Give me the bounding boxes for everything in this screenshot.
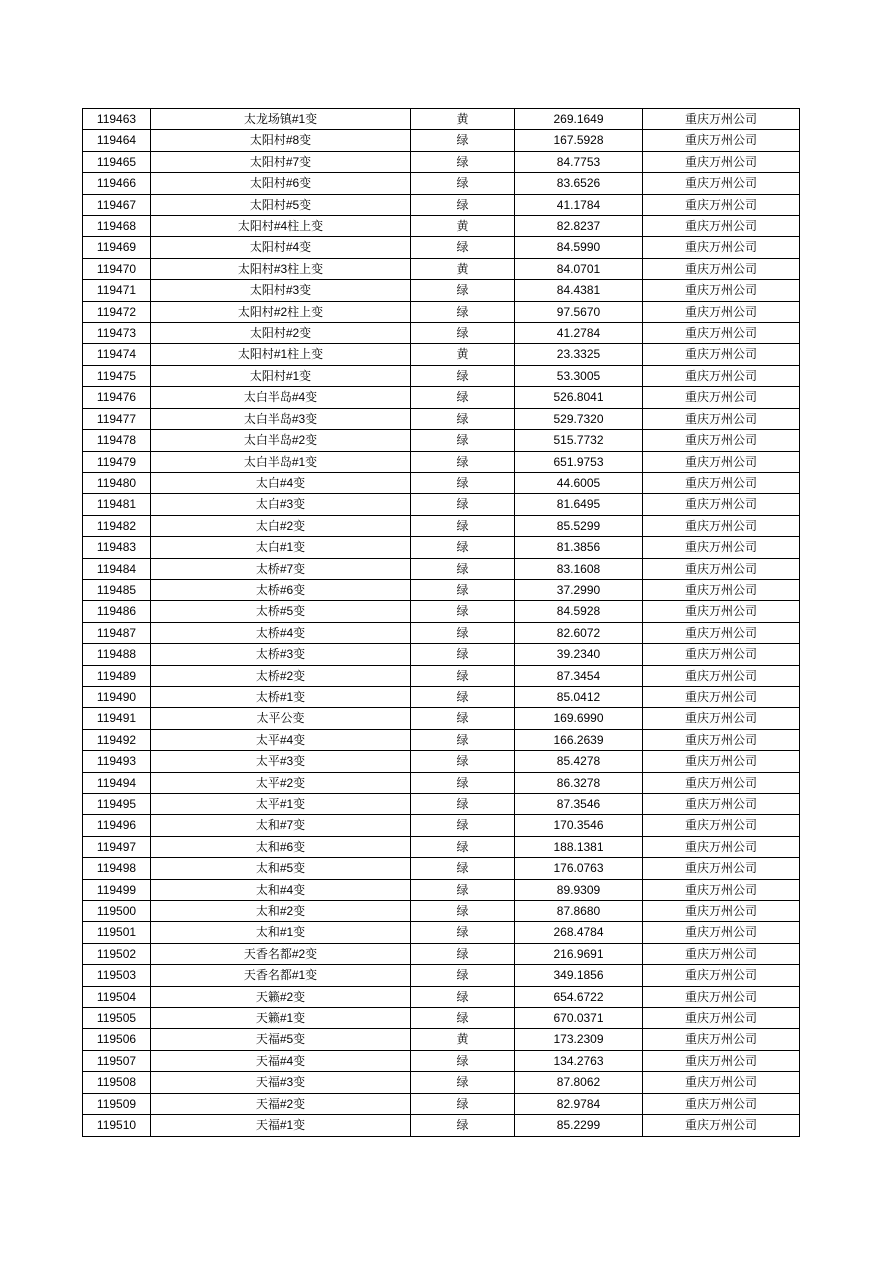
cell-id: 119467 (83, 194, 151, 215)
cell-id: 119476 (83, 387, 151, 408)
cell-status: 绿 (411, 729, 515, 750)
cell-value: 87.8680 (515, 901, 643, 922)
cell-value: 349.1856 (515, 965, 643, 986)
table-row (83, 451, 800, 472)
cell-id: 119506 (83, 1029, 151, 1050)
cell-value: 515.7732 (515, 430, 643, 451)
cell-company: 重庆万州公司 (643, 1029, 800, 1050)
cell-company: 重庆万州公司 (643, 258, 800, 279)
cell-company: 重庆万州公司 (643, 1008, 800, 1029)
cell-status: 绿 (411, 922, 515, 943)
cell-value: 84.7753 (515, 151, 643, 172)
cell-company: 重庆万州公司 (643, 472, 800, 493)
cell-name: 太白半岛#3变 (151, 408, 411, 429)
cell-company: 重庆万州公司 (643, 794, 800, 815)
table-row (83, 258, 800, 279)
cell-status: 黄 (411, 1029, 515, 1050)
table-row (83, 430, 800, 451)
cell-value: 89.9309 (515, 879, 643, 900)
cell-name: 太阳村#3柱上变 (151, 258, 411, 279)
cell-id: 119510 (83, 1115, 151, 1136)
cell-company: 重庆万州公司 (643, 1093, 800, 1114)
cell-value: 81.3856 (515, 537, 643, 558)
table-row (83, 751, 800, 772)
cell-name: 天福#3变 (151, 1072, 411, 1093)
cell-name: 太阳村#4柱上变 (151, 216, 411, 237)
cell-id: 119482 (83, 515, 151, 536)
cell-company: 重庆万州公司 (643, 579, 800, 600)
table-row (83, 237, 800, 258)
table-row (83, 301, 800, 322)
cell-value: 82.9784 (515, 1093, 643, 1114)
cell-name: 天香名都#1变 (151, 965, 411, 986)
cell-company: 重庆万州公司 (643, 1115, 800, 1136)
cell-id: 119501 (83, 922, 151, 943)
cell-value: 169.6990 (515, 708, 643, 729)
cell-status: 绿 (411, 1008, 515, 1029)
table-body (83, 109, 800, 1137)
cell-value: 85.0412 (515, 686, 643, 707)
cell-company: 重庆万州公司 (643, 173, 800, 194)
cell-id: 119475 (83, 365, 151, 386)
cell-company: 重庆万州公司 (643, 301, 800, 322)
cell-name: 太阳村#1柱上变 (151, 344, 411, 365)
cell-value: 651.9753 (515, 451, 643, 472)
cell-status: 黄 (411, 258, 515, 279)
cell-company: 重庆万州公司 (643, 708, 800, 729)
cell-id: 119508 (83, 1072, 151, 1093)
cell-value: 176.0763 (515, 858, 643, 879)
table-row (83, 494, 800, 515)
cell-status: 绿 (411, 751, 515, 772)
table-row (83, 194, 800, 215)
cell-company: 重庆万州公司 (643, 216, 800, 237)
table-row (83, 151, 800, 172)
cell-company: 重庆万州公司 (643, 729, 800, 750)
cell-name: 天福#4变 (151, 1050, 411, 1071)
cell-value: 84.4381 (515, 280, 643, 301)
cell-value: 84.5928 (515, 601, 643, 622)
cell-status: 黄 (411, 109, 515, 130)
cell-name: 太桥#2变 (151, 665, 411, 686)
cell-id: 119509 (83, 1093, 151, 1114)
cell-name: 太阳村#3变 (151, 280, 411, 301)
cell-company: 重庆万州公司 (643, 815, 800, 836)
cell-name: 太桥#5变 (151, 601, 411, 622)
cell-status: 绿 (411, 472, 515, 493)
cell-company: 重庆万州公司 (643, 1072, 800, 1093)
cell-id: 119466 (83, 173, 151, 194)
cell-status: 绿 (411, 601, 515, 622)
cell-value: 81.6495 (515, 494, 643, 515)
table-row (83, 387, 800, 408)
cell-company: 重庆万州公司 (643, 451, 800, 472)
cell-id: 119468 (83, 216, 151, 237)
cell-name: 太平#4变 (151, 729, 411, 750)
cell-company: 重庆万州公司 (643, 558, 800, 579)
cell-company: 重庆万州公司 (643, 194, 800, 215)
cell-company: 重庆万州公司 (643, 943, 800, 964)
cell-value: 84.0701 (515, 258, 643, 279)
cell-status: 绿 (411, 858, 515, 879)
cell-name: 天籁#1变 (151, 1008, 411, 1029)
table-row (83, 836, 800, 857)
cell-name: 天福#2变 (151, 1093, 411, 1114)
cell-value: 269.1649 (515, 109, 643, 130)
cell-id: 119477 (83, 408, 151, 429)
cell-id: 119464 (83, 130, 151, 151)
cell-status: 黄 (411, 344, 515, 365)
cell-status: 绿 (411, 130, 515, 151)
cell-company: 重庆万州公司 (643, 494, 800, 515)
cell-value: 670.0371 (515, 1008, 643, 1029)
cell-name: 太白#2变 (151, 515, 411, 536)
table-row (83, 1050, 800, 1071)
cell-id: 119465 (83, 151, 151, 172)
cell-name: 太和#5变 (151, 858, 411, 879)
cell-company: 重庆万州公司 (643, 601, 800, 622)
table-row (83, 472, 800, 493)
cell-id: 119479 (83, 451, 151, 472)
cell-value: 82.6072 (515, 622, 643, 643)
cell-value: 85.2299 (515, 1115, 643, 1136)
cell-company: 重庆万州公司 (643, 109, 800, 130)
cell-company: 重庆万州公司 (643, 365, 800, 386)
cell-name: 太和#7变 (151, 815, 411, 836)
cell-company: 重庆万州公司 (643, 901, 800, 922)
cell-company: 重庆万州公司 (643, 515, 800, 536)
cell-id: 119497 (83, 836, 151, 857)
cell-status: 绿 (411, 151, 515, 172)
cell-name: 太阳村#1变 (151, 365, 411, 386)
cell-value: 97.5670 (515, 301, 643, 322)
cell-status: 绿 (411, 1093, 515, 1114)
cell-name: 太阳村#8变 (151, 130, 411, 151)
cell-status: 绿 (411, 558, 515, 579)
table-row (83, 173, 800, 194)
table-row (83, 601, 800, 622)
cell-id: 119474 (83, 344, 151, 365)
cell-company: 重庆万州公司 (643, 836, 800, 857)
table-row (83, 558, 800, 579)
table-row (83, 794, 800, 815)
cell-value: 41.2784 (515, 323, 643, 344)
cell-id: 119473 (83, 323, 151, 344)
cell-name: 太白半岛#2变 (151, 430, 411, 451)
cell-company: 重庆万州公司 (643, 922, 800, 943)
cell-name: 太桥#1变 (151, 686, 411, 707)
cell-value: 166.2639 (515, 729, 643, 750)
cell-value: 85.4278 (515, 751, 643, 772)
cell-name: 太白#3变 (151, 494, 411, 515)
table-row (83, 772, 800, 793)
cell-company: 重庆万州公司 (643, 130, 800, 151)
cell-value: 84.5990 (515, 237, 643, 258)
cell-company: 重庆万州公司 (643, 1050, 800, 1071)
table-row (83, 408, 800, 429)
cell-name: 太桥#6变 (151, 579, 411, 600)
cell-name: 太白#4变 (151, 472, 411, 493)
table-row (83, 622, 800, 643)
cell-name: 天福#5变 (151, 1029, 411, 1050)
cell-status: 绿 (411, 194, 515, 215)
cell-id: 119471 (83, 280, 151, 301)
table-row (83, 216, 800, 237)
cell-company: 重庆万州公司 (643, 858, 800, 879)
cell-company: 重庆万州公司 (643, 430, 800, 451)
table-row (83, 1072, 800, 1093)
cell-id: 119491 (83, 708, 151, 729)
cell-id: 119469 (83, 237, 151, 258)
cell-name: 太阳村#7变 (151, 151, 411, 172)
cell-name: 太和#4变 (151, 879, 411, 900)
cell-value: 654.6722 (515, 986, 643, 1007)
table-row (83, 515, 800, 536)
cell-value: 170.3546 (515, 815, 643, 836)
cell-name: 太阳村#2柱上变 (151, 301, 411, 322)
cell-status: 绿 (411, 665, 515, 686)
table-row (83, 644, 800, 665)
cell-name: 太和#1变 (151, 922, 411, 943)
cell-name: 太阳村#6变 (151, 173, 411, 194)
cell-id: 119496 (83, 815, 151, 836)
cell-status: 绿 (411, 644, 515, 665)
cell-name: 太白半岛#1变 (151, 451, 411, 472)
table-row (83, 986, 800, 1007)
cell-value: 173.2309 (515, 1029, 643, 1050)
table-row (83, 1115, 800, 1136)
cell-status: 绿 (411, 408, 515, 429)
cell-id: 119480 (83, 472, 151, 493)
table-row (83, 344, 800, 365)
cell-value: 82.8237 (515, 216, 643, 237)
cell-value: 87.3546 (515, 794, 643, 815)
cell-company: 重庆万州公司 (643, 323, 800, 344)
cell-value: 83.6526 (515, 173, 643, 194)
cell-id: 119504 (83, 986, 151, 1007)
cell-value: 86.3278 (515, 772, 643, 793)
cell-value: 44.6005 (515, 472, 643, 493)
cell-value: 85.5299 (515, 515, 643, 536)
cell-status: 绿 (411, 622, 515, 643)
cell-company: 重庆万州公司 (643, 622, 800, 643)
cell-company: 重庆万州公司 (643, 408, 800, 429)
cell-status: 绿 (411, 986, 515, 1007)
table-row (83, 943, 800, 964)
cell-value: 87.3454 (515, 665, 643, 686)
cell-status: 绿 (411, 323, 515, 344)
cell-id: 119505 (83, 1008, 151, 1029)
cell-id: 119502 (83, 943, 151, 964)
cell-id: 119500 (83, 901, 151, 922)
transformer-data-table (82, 108, 800, 1137)
table-row (83, 708, 800, 729)
cell-value: 23.3325 (515, 344, 643, 365)
cell-name: 太阳村#5变 (151, 194, 411, 215)
cell-company: 重庆万州公司 (643, 387, 800, 408)
cell-status: 绿 (411, 173, 515, 194)
cell-value: 268.4784 (515, 922, 643, 943)
cell-company: 重庆万州公司 (643, 879, 800, 900)
table-row (83, 686, 800, 707)
cell-status: 绿 (411, 794, 515, 815)
table-row (83, 537, 800, 558)
cell-name: 太平#2变 (151, 772, 411, 793)
cell-id: 119483 (83, 537, 151, 558)
cell-status: 绿 (411, 365, 515, 386)
cell-id: 119490 (83, 686, 151, 707)
cell-status: 绿 (411, 772, 515, 793)
cell-id: 119472 (83, 301, 151, 322)
cell-name: 太白半岛#4变 (151, 387, 411, 408)
cell-status: 绿 (411, 494, 515, 515)
cell-company: 重庆万州公司 (643, 344, 800, 365)
table-row (83, 130, 800, 151)
cell-status: 绿 (411, 237, 515, 258)
table-row (83, 815, 800, 836)
cell-status: 绿 (411, 280, 515, 301)
cell-value: 87.8062 (515, 1072, 643, 1093)
cell-company: 重庆万州公司 (643, 751, 800, 772)
cell-status: 绿 (411, 836, 515, 857)
cell-status: 绿 (411, 1072, 515, 1093)
table-row (83, 579, 800, 600)
cell-status: 绿 (411, 879, 515, 900)
cell-id: 119478 (83, 430, 151, 451)
cell-status: 绿 (411, 537, 515, 558)
table-row (83, 665, 800, 686)
cell-id: 119493 (83, 751, 151, 772)
table-row (83, 922, 800, 943)
cell-status: 绿 (411, 1050, 515, 1071)
cell-id: 119484 (83, 558, 151, 579)
table-row (83, 1029, 800, 1050)
cell-id: 119488 (83, 644, 151, 665)
cell-name: 天福#1变 (151, 1115, 411, 1136)
table-row (83, 965, 800, 986)
cell-name: 太平#1变 (151, 794, 411, 815)
cell-value: 216.9691 (515, 943, 643, 964)
cell-name: 太桥#4变 (151, 622, 411, 643)
cell-name: 太桥#3变 (151, 644, 411, 665)
cell-id: 119494 (83, 772, 151, 793)
table-row (83, 109, 800, 130)
table-row (83, 901, 800, 922)
cell-value: 526.8041 (515, 387, 643, 408)
cell-id: 119486 (83, 601, 151, 622)
cell-status: 绿 (411, 451, 515, 472)
cell-status: 绿 (411, 965, 515, 986)
cell-name: 太龙场镇#1变 (151, 109, 411, 130)
table-row (83, 1008, 800, 1029)
cell-company: 重庆万州公司 (643, 772, 800, 793)
cell-name: 太平#3变 (151, 751, 411, 772)
cell-company: 重庆万州公司 (643, 686, 800, 707)
cell-company: 重庆万州公司 (643, 537, 800, 558)
cell-status: 绿 (411, 579, 515, 600)
cell-name: 太桥#7变 (151, 558, 411, 579)
cell-value: 167.5928 (515, 130, 643, 151)
cell-status: 绿 (411, 430, 515, 451)
cell-status: 绿 (411, 301, 515, 322)
table-row (83, 1093, 800, 1114)
table-row (83, 858, 800, 879)
cell-value: 37.2990 (515, 579, 643, 600)
table-row (83, 365, 800, 386)
cell-id: 119492 (83, 729, 151, 750)
cell-value: 53.3005 (515, 365, 643, 386)
table-row (83, 280, 800, 301)
cell-value: 134.2763 (515, 1050, 643, 1071)
cell-company: 重庆万州公司 (643, 151, 800, 172)
cell-id: 119463 (83, 109, 151, 130)
cell-company: 重庆万州公司 (643, 665, 800, 686)
cell-status: 绿 (411, 943, 515, 964)
cell-value: 83.1608 (515, 558, 643, 579)
cell-name: 太和#6变 (151, 836, 411, 857)
cell-id: 119503 (83, 965, 151, 986)
cell-status: 绿 (411, 815, 515, 836)
cell-id: 119489 (83, 665, 151, 686)
cell-name: 太阳村#4变 (151, 237, 411, 258)
cell-value: 39.2340 (515, 644, 643, 665)
cell-name: 天籁#2变 (151, 986, 411, 1007)
cell-status: 绿 (411, 708, 515, 729)
cell-company: 重庆万州公司 (643, 280, 800, 301)
cell-id: 119485 (83, 579, 151, 600)
cell-name: 太阳村#2变 (151, 323, 411, 344)
table-row (83, 323, 800, 344)
cell-status: 绿 (411, 1115, 515, 1136)
cell-company: 重庆万州公司 (643, 237, 800, 258)
cell-status: 绿 (411, 686, 515, 707)
cell-id: 119498 (83, 858, 151, 879)
cell-value: 188.1381 (515, 836, 643, 857)
cell-company: 重庆万州公司 (643, 644, 800, 665)
cell-company: 重庆万州公司 (643, 986, 800, 1007)
cell-id: 119499 (83, 879, 151, 900)
cell-id: 119481 (83, 494, 151, 515)
cell-status: 绿 (411, 901, 515, 922)
cell-name: 太白#1变 (151, 537, 411, 558)
cell-name: 天香名都#2变 (151, 943, 411, 964)
cell-name: 太平公变 (151, 708, 411, 729)
cell-value: 529.7320 (515, 408, 643, 429)
cell-status: 绿 (411, 387, 515, 408)
cell-id: 119507 (83, 1050, 151, 1071)
cell-id: 119487 (83, 622, 151, 643)
cell-status: 黄 (411, 216, 515, 237)
cell-id: 119495 (83, 794, 151, 815)
cell-company: 重庆万州公司 (643, 965, 800, 986)
table-row (83, 729, 800, 750)
cell-id: 119470 (83, 258, 151, 279)
cell-status: 绿 (411, 515, 515, 536)
cell-name: 太和#2变 (151, 901, 411, 922)
table-row (83, 879, 800, 900)
cell-value: 41.1784 (515, 194, 643, 215)
